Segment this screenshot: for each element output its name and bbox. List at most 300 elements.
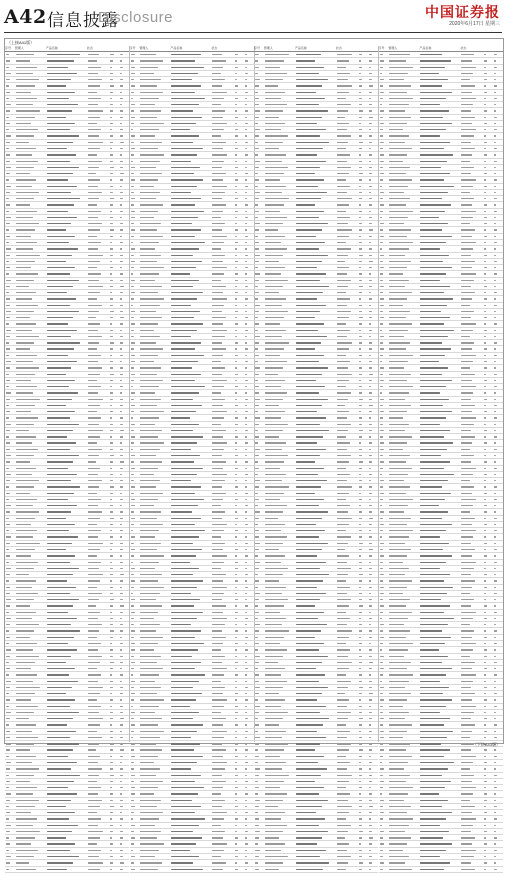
status-cell	[87, 397, 109, 402]
issuer-cell	[15, 541, 46, 546]
flag-cell	[109, 729, 119, 734]
flag-cell	[109, 372, 119, 377]
flag-cell	[244, 397, 254, 402]
row-index	[5, 760, 15, 765]
product-name-cell	[46, 359, 87, 364]
product-name-cell	[170, 209, 211, 214]
issuer-cell	[15, 115, 46, 120]
product-name-cell	[46, 171, 87, 176]
flag-cell	[109, 628, 119, 633]
row-index	[5, 234, 15, 239]
product-name-cell	[46, 679, 87, 684]
status-cell	[87, 365, 109, 370]
product-name-cell	[170, 472, 211, 477]
status-cell	[211, 278, 233, 283]
flag-cell	[109, 685, 119, 690]
product-name-cell	[46, 121, 87, 126]
status-cell	[211, 503, 233, 508]
row-index	[5, 773, 15, 778]
issuer-cell	[15, 209, 46, 214]
row-index	[5, 697, 15, 702]
status-cell	[87, 152, 109, 157]
flag-cell	[109, 484, 119, 489]
flag-cell	[234, 296, 244, 301]
row-index	[5, 90, 15, 95]
issuer-cell	[15, 77, 46, 82]
flag-cell	[119, 409, 129, 414]
issuer-cell	[139, 90, 170, 95]
product-name-cell	[46, 516, 87, 521]
flag-cell	[244, 209, 254, 214]
issuer-cell	[15, 71, 46, 76]
status-cell	[87, 240, 109, 245]
row-index	[5, 591, 15, 596]
product-name-cell	[170, 177, 211, 182]
product-name-cell	[46, 184, 87, 189]
issuer-cell	[15, 528, 46, 533]
flag-cell	[119, 829, 129, 834]
row-index	[130, 58, 140, 63]
flag-cell	[234, 253, 244, 258]
flag-cell	[119, 503, 129, 508]
status-cell	[87, 616, 109, 621]
issuer-cell	[15, 566, 46, 571]
issuer-cell	[139, 127, 170, 132]
flag-cell	[119, 315, 129, 320]
product-name-cell	[46, 610, 87, 615]
issuer-cell	[15, 440, 46, 445]
issuer-cell	[139, 390, 170, 395]
status-cell	[211, 334, 233, 339]
status-cell	[87, 459, 109, 464]
status-cell	[87, 190, 109, 195]
status-cell	[211, 259, 233, 264]
product-name-cell	[46, 440, 87, 445]
flag-cell	[119, 553, 129, 558]
issuer-cell	[15, 666, 46, 671]
flag-cell	[119, 215, 129, 220]
row-index	[130, 472, 140, 477]
flag-cell	[119, 566, 129, 571]
flag-cell	[234, 90, 244, 95]
flag-cell	[109, 647, 119, 652]
flag-cell	[234, 447, 244, 452]
issuer-cell	[139, 516, 170, 521]
issuer-cell	[15, 691, 46, 696]
flag-cell	[109, 96, 119, 101]
status-cell	[211, 265, 233, 270]
status-cell	[211, 133, 233, 138]
row-index	[5, 246, 15, 251]
flag-cell	[234, 503, 244, 508]
issuer-cell	[15, 647, 46, 652]
product-name-cell	[46, 528, 87, 533]
flag-cell	[119, 459, 129, 464]
issuer-cell	[139, 409, 170, 414]
flag-cell	[119, 265, 129, 270]
flag-cell	[234, 83, 244, 88]
status-cell	[87, 115, 109, 120]
flag-cell	[109, 221, 119, 226]
status-cell	[211, 121, 233, 126]
flag-cell	[119, 353, 129, 358]
issuer-cell	[139, 384, 170, 389]
row-index	[5, 422, 15, 427]
row-index	[5, 165, 15, 170]
issuer-cell	[139, 434, 170, 439]
row-index	[5, 578, 15, 583]
product-name-cell	[170, 359, 211, 364]
product-name-cell	[46, 227, 87, 232]
row-index	[130, 196, 140, 201]
status-cell	[211, 240, 233, 245]
product-name-cell	[170, 127, 211, 132]
status-cell	[87, 353, 109, 358]
flag-cell	[234, 478, 244, 483]
product-name-cell	[170, 428, 211, 433]
status-cell	[87, 779, 109, 784]
issuer-cell	[139, 121, 170, 126]
product-name-cell	[46, 660, 87, 665]
flag-cell	[234, 215, 244, 220]
flag-cell	[119, 184, 129, 189]
product-name-cell	[170, 303, 211, 308]
flag-cell	[234, 202, 244, 207]
issuer-cell	[139, 359, 170, 364]
product-name-cell	[46, 534, 87, 539]
product-name-cell	[46, 96, 87, 101]
flag-cell	[109, 466, 119, 471]
issuer-cell	[139, 209, 170, 214]
status-cell	[87, 108, 109, 113]
row-index	[5, 202, 15, 207]
flag-cell	[244, 102, 254, 107]
row-index	[5, 196, 15, 201]
issuer-cell	[15, 378, 46, 383]
status-cell	[87, 403, 109, 408]
row-index	[130, 227, 140, 232]
flag-cell	[119, 171, 129, 176]
product-name-cell	[170, 290, 211, 295]
row-index	[130, 422, 140, 427]
flag-cell	[119, 810, 129, 815]
flag-cell	[244, 140, 254, 145]
issuer-cell	[15, 823, 46, 828]
row-index	[5, 227, 15, 232]
issuer-cell	[15, 547, 46, 552]
flag-cell	[234, 290, 244, 295]
row-index	[5, 741, 15, 746]
product-name-cell	[170, 58, 211, 63]
product-name-cell	[46, 553, 87, 558]
flag-cell	[244, 108, 254, 113]
status-cell	[87, 184, 109, 189]
issuer-cell	[139, 278, 170, 283]
issuer-cell	[15, 390, 46, 395]
row-index	[5, 346, 15, 351]
issuer-cell	[15, 140, 46, 145]
flag-cell	[119, 152, 129, 157]
flag-cell	[119, 578, 129, 583]
product-name-cell	[46, 860, 87, 865]
row-index	[5, 215, 15, 220]
flag-cell	[119, 722, 129, 727]
product-name-cell	[170, 466, 211, 471]
issuer-cell	[139, 108, 170, 113]
row-index	[5, 240, 15, 245]
product-name-cell	[170, 115, 211, 120]
product-name-cell	[46, 52, 87, 57]
status-cell	[211, 478, 233, 483]
column-header: 序号	[254, 46, 264, 51]
row-index	[5, 791, 15, 796]
status-cell	[87, 666, 109, 671]
status-cell	[87, 610, 109, 615]
product-name-cell	[46, 641, 87, 646]
status-cell	[87, 278, 109, 283]
product-name-cell	[46, 215, 87, 220]
status-cell	[211, 202, 233, 207]
product-name-cell	[170, 422, 211, 427]
product-name-cell	[170, 246, 211, 251]
flag-cell	[234, 265, 244, 270]
issuer-cell	[139, 422, 170, 427]
issuer-cell	[15, 190, 46, 195]
row-index	[130, 372, 140, 377]
column-header: 序号	[5, 46, 15, 51]
status-cell	[87, 453, 109, 458]
row-index	[5, 478, 15, 483]
flag-cell	[119, 359, 129, 364]
product-name-cell	[46, 697, 87, 702]
flag-cell	[119, 791, 129, 796]
table-row	[5, 867, 129, 873]
product-name-cell	[46, 321, 87, 326]
product-name-cell	[46, 459, 87, 464]
issuer-cell	[15, 296, 46, 301]
status-cell	[87, 159, 109, 164]
issuer-cell	[15, 810, 46, 815]
issuer-cell	[15, 729, 46, 734]
product-name-cell	[170, 146, 211, 151]
row-index	[5, 353, 15, 358]
row-index	[5, 397, 15, 402]
flag-cell	[234, 152, 244, 157]
status-cell	[211, 497, 233, 502]
flag-cell	[244, 65, 254, 70]
flag-cell	[234, 459, 244, 464]
flag-cell	[109, 121, 119, 126]
row-index	[5, 265, 15, 270]
issuer-cell	[139, 415, 170, 420]
flag-cell	[109, 641, 119, 646]
status-cell	[87, 478, 109, 483]
flag-cell	[109, 773, 119, 778]
status-cell	[87, 440, 109, 445]
status-cell	[211, 378, 233, 383]
flag-cell	[234, 328, 244, 333]
flag-cell	[109, 77, 119, 82]
section-title-english: Disclosure	[98, 9, 173, 26]
issuer-cell	[15, 704, 46, 709]
issuer-cell	[15, 227, 46, 232]
issuer-cell	[15, 384, 46, 389]
status-cell	[211, 96, 233, 101]
product-name-cell	[46, 346, 87, 351]
row-index	[5, 603, 15, 608]
product-name-cell	[170, 309, 211, 314]
flag-cell	[109, 296, 119, 301]
status-cell	[87, 422, 109, 427]
product-name-cell	[46, 415, 87, 420]
issuer-cell	[15, 152, 46, 157]
flag-cell	[109, 234, 119, 239]
row-index	[130, 83, 140, 88]
row-index	[5, 823, 15, 828]
flag-cell	[234, 209, 244, 214]
flag-cell	[244, 453, 254, 458]
row-index	[5, 378, 15, 383]
issuer-cell	[139, 65, 170, 70]
product-name-cell	[46, 848, 87, 853]
row-index	[5, 290, 15, 295]
flag-cell	[109, 115, 119, 120]
flag-cell	[109, 710, 119, 715]
product-name-cell	[46, 691, 87, 696]
flag-cell	[244, 171, 254, 176]
section-title: 信息披露	[47, 6, 119, 31]
flag-cell	[244, 384, 254, 389]
row-index	[5, 152, 15, 157]
issuer-cell	[15, 497, 46, 502]
status-cell	[87, 90, 109, 95]
issuer-cell	[15, 791, 46, 796]
status-cell	[211, 152, 233, 157]
product-name-cell	[46, 704, 87, 709]
issuer-cell	[15, 616, 46, 621]
issuer-cell	[15, 278, 46, 283]
product-name-cell	[170, 453, 211, 458]
flag-cell	[119, 860, 129, 865]
product-name-cell	[170, 384, 211, 389]
flag-cell	[234, 146, 244, 151]
flag-cell	[119, 779, 129, 784]
status-cell	[87, 390, 109, 395]
status-cell	[211, 509, 233, 514]
row-index	[5, 585, 15, 590]
issuer-cell	[15, 359, 46, 364]
flag-cell	[234, 221, 244, 226]
flag-cell	[119, 365, 129, 370]
status-cell	[87, 798, 109, 803]
status-cell	[211, 472, 233, 477]
status-cell	[87, 284, 109, 289]
flag-cell	[109, 253, 119, 258]
issuer-cell	[15, 453, 46, 458]
flag-cell	[234, 133, 244, 138]
row-index	[5, 509, 15, 514]
status-cell	[211, 90, 233, 95]
issuer-cell	[15, 284, 46, 289]
status-cell	[211, 296, 233, 301]
flag-cell	[244, 159, 254, 164]
flag-cell	[109, 390, 119, 395]
product-name-cell	[46, 303, 87, 308]
row-index	[5, 553, 15, 558]
flag-cell	[109, 422, 119, 427]
row-index	[5, 96, 15, 101]
status-cell	[211, 165, 233, 170]
product-name-cell	[46, 603, 87, 608]
row-index	[5, 810, 15, 815]
row-index	[5, 666, 15, 671]
row-index	[5, 102, 15, 107]
product-name-cell	[46, 816, 87, 821]
flag-cell	[119, 340, 129, 345]
flag-cell	[234, 102, 244, 107]
issuer-cell	[139, 340, 170, 345]
row-index	[5, 848, 15, 853]
row-index	[130, 384, 140, 389]
issuer-cell	[15, 215, 46, 220]
status-cell	[211, 484, 233, 489]
row-index	[130, 353, 140, 358]
flag-cell	[109, 516, 119, 521]
flag-cell	[109, 409, 119, 414]
product-name-cell	[170, 202, 211, 207]
issuer-cell	[15, 509, 46, 514]
flag-cell	[119, 303, 129, 308]
status-cell	[87, 384, 109, 389]
status-cell	[87, 516, 109, 521]
issuer-cell	[15, 484, 46, 489]
flag-cell	[109, 666, 119, 671]
issuer-cell	[139, 165, 170, 170]
row-index	[130, 340, 140, 345]
flag-cell	[234, 309, 244, 314]
status-cell	[87, 52, 109, 57]
issuer-cell	[15, 309, 46, 314]
flag-cell	[109, 440, 119, 445]
row-index	[130, 202, 140, 207]
product-name-cell	[170, 365, 211, 370]
product-name-cell	[170, 152, 211, 157]
flag-cell	[234, 315, 244, 320]
flag-cell	[109, 127, 119, 132]
product-name-cell	[170, 434, 211, 439]
product-name-cell	[46, 503, 87, 508]
flag-cell	[244, 184, 254, 189]
issuer-cell	[15, 553, 46, 558]
row-index	[130, 215, 140, 220]
row-index	[130, 184, 140, 189]
row-index	[5, 779, 15, 784]
flag-cell	[119, 390, 129, 395]
status-cell	[211, 221, 233, 226]
product-name-cell	[46, 202, 87, 207]
status-cell	[211, 290, 233, 295]
issuer-cell	[15, 585, 46, 590]
flag-cell	[119, 240, 129, 245]
product-name-cell	[170, 459, 211, 464]
row-index	[5, 484, 15, 489]
flag-cell	[119, 52, 129, 57]
status-cell	[211, 428, 233, 433]
flag-cell	[119, 704, 129, 709]
flag-cell	[244, 422, 254, 427]
flag-cell	[119, 77, 129, 82]
issuer-cell	[139, 428, 170, 433]
